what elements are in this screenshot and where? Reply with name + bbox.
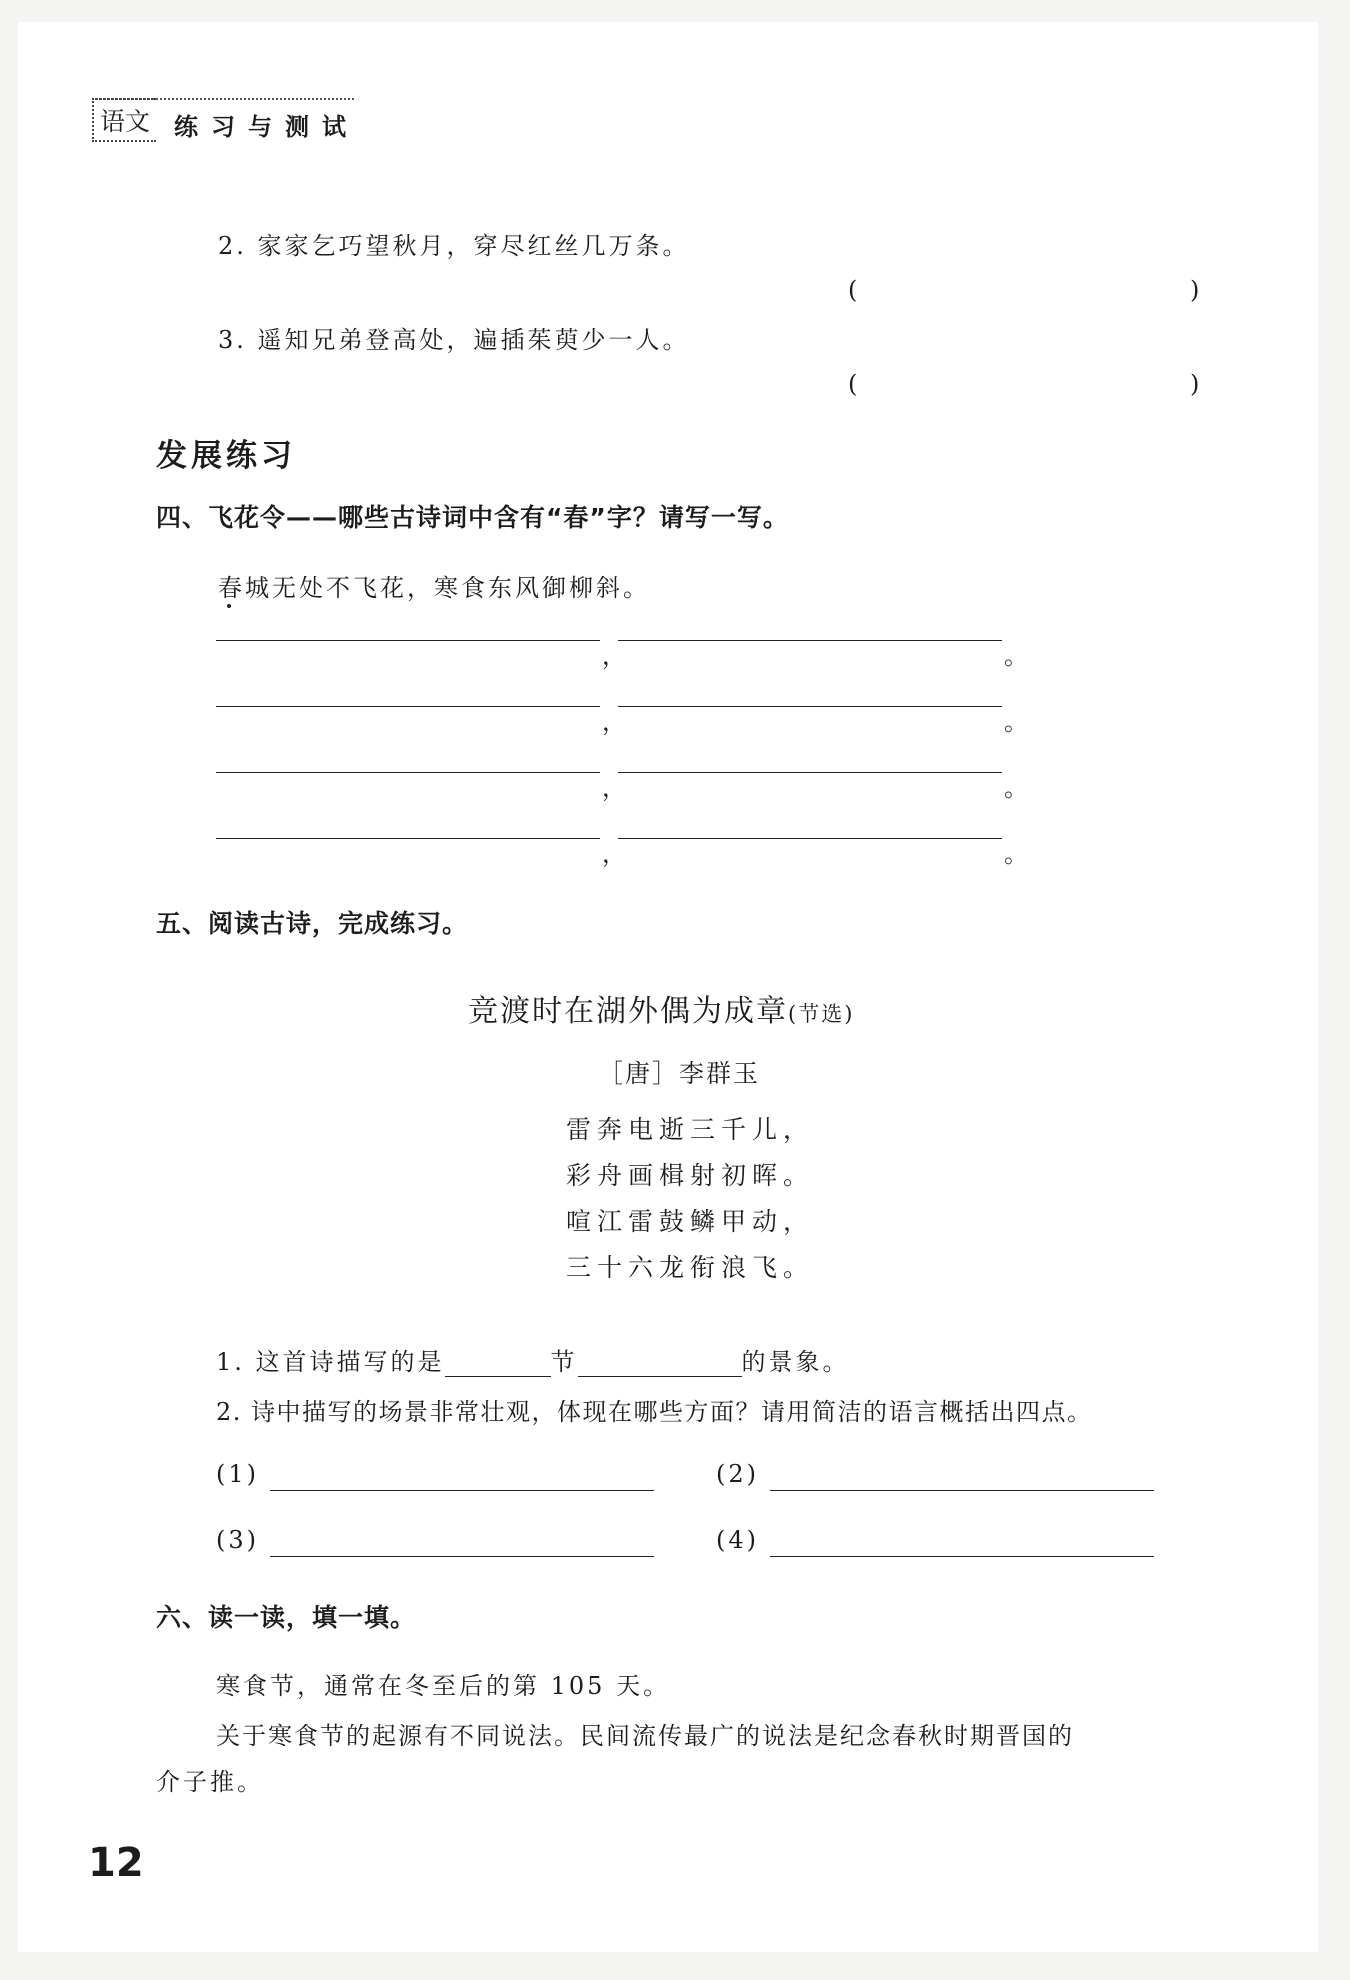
answer-line[interactable] <box>270 1556 654 1557</box>
poem-author: ［唐］李群玉 <box>598 1059 761 1088</box>
header-series: 练习与测试 <box>174 113 360 141</box>
answer-line[interactable] <box>618 772 1002 773</box>
period: 。 <box>1004 708 1028 736</box>
question-4-example: 春城无处不飞花，寒食东风御柳斜。 <box>218 574 650 602</box>
answer-line[interactable] <box>216 640 600 641</box>
answer-paren-open: ( <box>848 370 858 398</box>
item-2: 2. 家家乞巧望秋月，穿尽红丝几万条。 <box>218 232 690 260</box>
question-6-title: 六、读一读，填一填。 <box>156 1603 417 1632</box>
answer-line[interactable] <box>618 838 1002 839</box>
answer-label: (1) <box>216 1460 259 1488</box>
emphasis-dot <box>227 604 231 608</box>
answer-line[interactable] <box>216 706 600 707</box>
poem-title-note: (节选) <box>788 1002 855 1026</box>
answer-line[interactable] <box>618 640 1002 641</box>
sub-1-suffix: 的景象。 <box>741 1348 850 1376</box>
poem-verse: 彩舟画楫射初晖。 <box>566 1161 815 1190</box>
poem-verse: 喧江雷鼓鳞甲动， <box>566 1207 815 1236</box>
answer-line[interactable] <box>216 772 600 773</box>
poem-title <box>468 986 854 1030</box>
fill-blank[interactable] <box>578 1348 742 1377</box>
answer-line[interactable] <box>618 706 1002 707</box>
answer-paren-close: ) <box>1190 370 1200 398</box>
answer-line[interactable] <box>770 1556 1154 1557</box>
paragraph: 关于寒食节的起源有不同说法。民间流传最广的说法是纪念春秋时期晋国的 <box>216 1722 1074 1750</box>
answer-paren-open: ( <box>848 276 858 304</box>
question-5-sub-1 <box>216 1342 850 1377</box>
period: 。 <box>1004 840 1028 868</box>
sub-1-mid: 节 <box>550 1348 578 1376</box>
period: 。 <box>1004 642 1028 670</box>
answer-line[interactable] <box>770 1490 1154 1491</box>
question-5-title: 五、阅读古诗，完成练习。 <box>156 909 469 938</box>
page-number: 12 <box>88 1840 144 1886</box>
paragraph-continuation: 介子推。 <box>156 1768 264 1796</box>
header-subject: 语文 <box>92 98 156 142</box>
paragraph: 寒食节，通常在冬至后的第 105 天。 <box>216 1672 671 1700</box>
poem-title-text: 竞渡时在湖外偶为成章 <box>468 994 788 1029</box>
answer-line[interactable] <box>216 838 600 839</box>
page-header <box>92 98 359 142</box>
comma: ， <box>602 642 626 670</box>
answer-label: (4) <box>716 1526 759 1554</box>
question-4-title: 四、飞花令——哪些古诗词中含有“春”字？请写一写。 <box>156 503 789 532</box>
answer-line[interactable] <box>270 1490 654 1491</box>
section-title: 发展练习 <box>156 438 296 474</box>
sub-1-prefix: 1. 这首诗描写的是 <box>216 1348 445 1376</box>
item-3: 3. 遥知兄弟登高处，遍插茱萸少一人。 <box>218 326 690 354</box>
comma: ， <box>602 774 626 802</box>
comma: ， <box>602 708 626 736</box>
poem-verse: 雷奔电逝三千儿， <box>566 1115 815 1144</box>
answer-label: (2) <box>716 1460 759 1488</box>
period: 。 <box>1004 774 1028 802</box>
comma: ， <box>602 840 626 868</box>
question-5-sub-2: 2. 诗中描写的场景非常壮观，体现在哪些方面？请用简洁的语言概括出四点。 <box>216 1398 1093 1426</box>
fill-blank[interactable] <box>445 1348 551 1377</box>
poem-verse: 三十六龙衔浪飞。 <box>566 1253 815 1282</box>
answer-paren-close: ) <box>1190 276 1200 304</box>
answer-label: (3) <box>216 1526 259 1554</box>
